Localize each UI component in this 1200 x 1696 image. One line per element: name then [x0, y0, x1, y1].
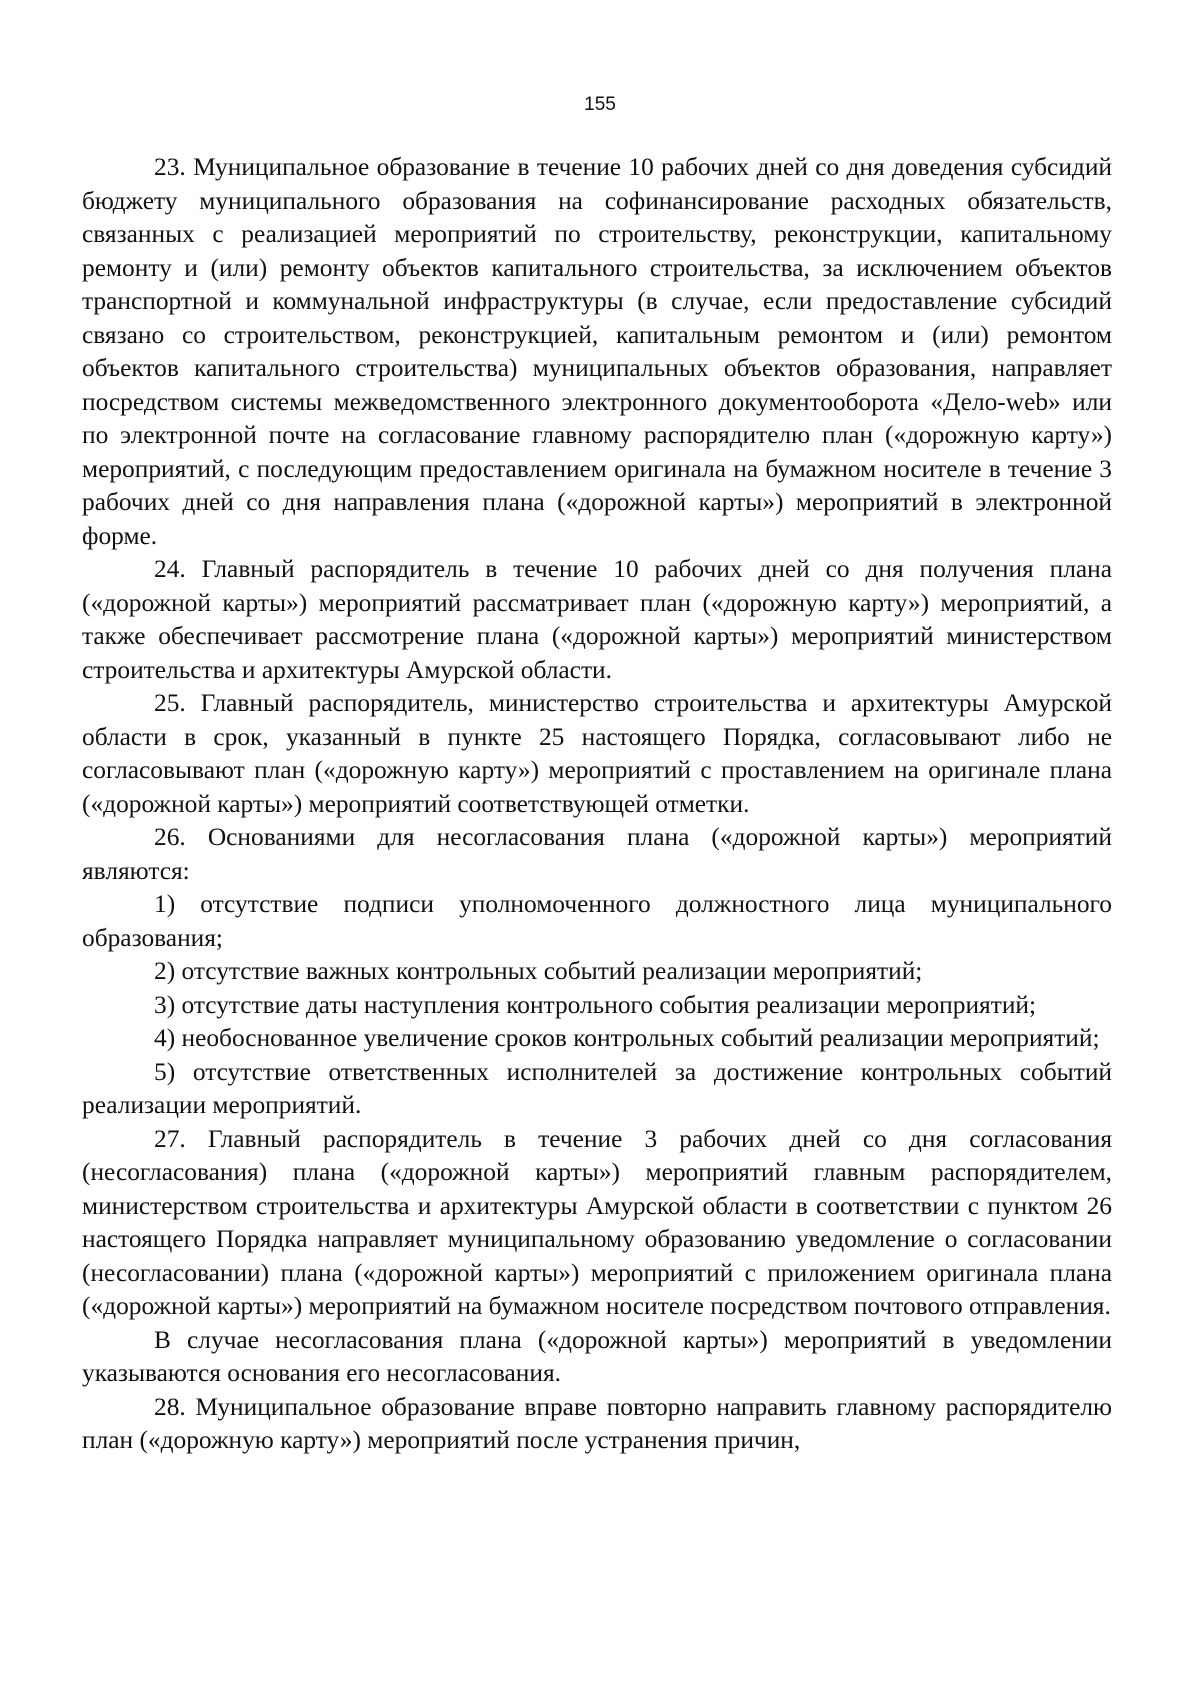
paragraph-27: 27. Главный распорядитель в течение 3 рабочих дней со дня согласования (несогласования) плана («дорожной карты») мероприятий главным распорядителем, министерством строительства и архитектуры Амурской области в соответствии с пунктом 26 настоящего Порядка направляет муниципальному образованию уведомление о согласовании (несогласовании) плана («дорожной карты») мероприятий с приложением оригинала плана («дорожной карты») мероприятий на бумажном носителе посредством почтового отправления. [82, 1124, 1112, 1320]
list-item-2: 2) отсутствие важных контрольных событий реализации мероприятий; [154, 957, 923, 985]
body-text [82, 151, 1112, 1458]
paragraph-27-note: В случае несогласования плана («дорожной карты») мероприятий в уведомлении указываются основания его несогласования. [82, 1325, 1112, 1387]
list-item-3: 3) отсутствие даты наступления контрольного события реализации мероприятий; [154, 990, 1037, 1019]
paragraph-25: 25. Главный распорядитель, министерство строительства и архитектуры Амурской области в срок, указанный в пункте 25 настоящего Порядка, согласовывают либо не согласовывают план («дорожную карту») мероприятий с проставлением на оригинале плана («дорожной карты») мероприятий соответствующей отметки. [82, 689, 1112, 818]
paragraph-24: 24. Главный распорядитель в течение 10 рабочих дней со дня получения плана («дорожной карты») мероприятий рассматривает план («дорожную карту») мероприятий, а также обеспечивает рассмотрение плана («дорожной карты») мероприятий министерством строительства и архитектуры Амурской области. [82, 555, 1112, 684]
page-number: 155 [584, 94, 616, 115]
paragraph-23: 23. Муниципальное образование в течение 10 рабочих дней со дня доведения субсидий бюджету муниципального образования на софинансирование расходных обязательств, связанных с реализацией мероприятий по строительству, реконструкции, капитальному ремонту и (или) ремонту объектов капитального строительства, за исключением объектов транспортной и коммунальной инфраструктуры (в случае, если предоставление субсидий связано со строительством, реконструкцией, капитальным ремонтом и (или) ремонтом объектов капитального строительства) муниципальных объектов образования, направляет посредством системы межведомственного электронного документооборота «Дело-web» или по электронной почте на согласование главному распорядителю план («дорожную карту») мероприятий, с последующим предоставлением оригинала на бумажном носителе в течение 3 рабочих дней со дня направления плана («дорожной карты») мероприятий в электронной форме. [82, 153, 1112, 550]
paragraph-28: 28. Муниципальное образование вправе повторно направить главному распорядителю план («дорожную карту») мероприятий после устранения причин, [82, 1392, 1112, 1454]
list-item-1: 1) отсутствие подписи уполномоченного должностного лица муниципального образования; [82, 890, 1112, 952]
list-item-5: 5) отсутствие ответственных исполнителей за достижение контрольных событий реализации мероприятий. [82, 1057, 1112, 1119]
list-item-4: 4) необоснованное увеличение сроков контрольных событий реализации мероприятий; [154, 1024, 1100, 1052]
paragraph-26: 26. Основаниями для несогласования плана («дорожной карты») мероприятий являются: [82, 823, 1112, 885]
